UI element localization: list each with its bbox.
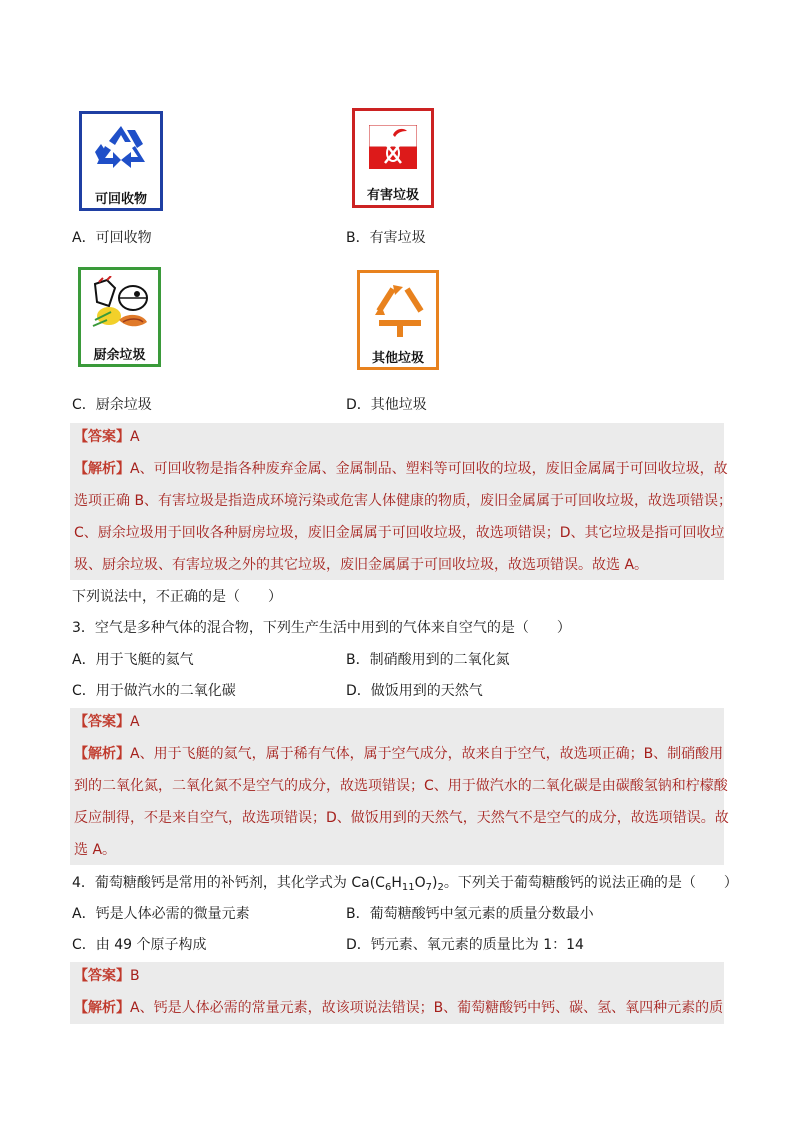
formula-part: O: [414, 875, 426, 891]
q3-option-a: A．用于飞艇的氦气: [72, 652, 194, 668]
answer-value: B: [130, 968, 140, 984]
q3-option-b: B．制硝酸用到的二氧化氮: [346, 652, 510, 668]
q2-analysis-line-3: C、厨余垃圾用于回收各种厨房垃圾，废旧金属属于可回收垃圾，故选项错误；D、其它垃圾是指可回收垃: [74, 525, 725, 541]
q2-option-b: B．有害垃圾: [346, 230, 426, 246]
hazardous-sign: [352, 108, 434, 208]
kitchen-sign: [78, 267, 161, 367]
kitchen-label: 厨余垃圾: [93, 348, 146, 363]
q4-analysis-line-1: [74, 998, 723, 1018]
q3-option-d: D．做饭用到的天然气: [346, 683, 483, 699]
answer-value: A: [130, 714, 140, 730]
analysis-text: A、钙是人体必需的常量元素，故该项说法错误；B、葡萄糖酸钙中钙、碳、氢、氧四种元素的质: [130, 1000, 724, 1016]
subscript: 6: [384, 882, 392, 893]
subscript: 11: [401, 882, 415, 893]
other-waste-icon: [373, 283, 427, 339]
stem-text: 4．葡萄糖酸钙是常用的补钙剂，其化学式为 Ca(C: [72, 875, 385, 891]
answer-tag: 【答案】: [74, 968, 130, 984]
food-waste-icon: [89, 276, 153, 336]
q3-answer: [74, 712, 140, 732]
q2-answer: [74, 427, 140, 447]
q3-analysis-line-2: 到的二氧化氮，二氧化氮不是空气的成分，故选项错误；C、用于做汽水的二氧化碳是由碳酸氢钠和柠檬酸: [74, 778, 728, 794]
answer-value: A: [130, 429, 140, 445]
hazardous-label: 有害垃圾: [366, 188, 419, 203]
answer-tag: 【答案】: [74, 429, 130, 445]
q4-option-c: C．由 49 个原子构成: [72, 937, 207, 953]
other-label: 其他垃圾: [371, 351, 424, 366]
q3-analysis-line-4: 选 A。: [74, 842, 117, 858]
recyclable-sign: [79, 111, 163, 211]
analysis-tag: 【解析】: [74, 746, 130, 762]
formula-part: H: [391, 875, 402, 891]
q3-analysis-line-3: 反应制得，不是来自空气，故选项错误；D、做饭用到的天然气，天然气不是空气的成分，故选项错误。故: [74, 810, 729, 826]
recycle-icon: [91, 122, 151, 176]
subscript: 7: [425, 882, 432, 893]
q2-option-c: C．厨余垃圾: [72, 397, 152, 413]
q3-analysis-line-1: [74, 744, 723, 764]
q2-option-d: D．其他垃圾: [346, 397, 427, 413]
q2-option-a: A．可回收物: [72, 230, 152, 246]
stem-text: 。下列关于葡萄糖酸钙的说法正确的是（ ）: [443, 875, 738, 891]
q4-option-b: B．葡萄糖酸钙中氢元素的质量分数最小: [346, 906, 594, 922]
recyclable-label: 可回收物: [94, 192, 147, 207]
analysis-text: A、用于飞艇的氦气，属于稀有气体，属于空气成分，故来自于空气，故选项正确；B、制硝酸用: [130, 746, 724, 762]
analysis-tag: 【解析】: [74, 461, 130, 477]
other-sign: [357, 270, 439, 370]
subscript: 2: [437, 882, 444, 893]
q3-option-c: C．用于做汽水的二氧化碳: [72, 683, 236, 699]
q2-analysis-line-2: 选项正确 B、有害垃圾是指造成环境污染或危害人体健康的物质，废旧金属属于可回收垃圾，故选项错误；: [74, 493, 733, 509]
intro-line: 下列说法中，不正确的是（ ）: [72, 589, 282, 605]
hazardous-icon: [369, 125, 417, 169]
q4-option-a: A．钙是人体必需的微量元素: [72, 906, 250, 922]
q4-stem: [72, 873, 738, 898]
analysis-tag: 【解析】: [74, 1000, 130, 1016]
q3-stem: 3．空气是多种气体的混合物，下列生产生活中用到的气体来自空气的是（ ）: [72, 620, 571, 636]
formula-part: ): [432, 875, 438, 891]
analysis-text: A、可回收物是指各种废弃金属、金属制品、塑料等可回收的垃圾，废旧金属属于可回收垃圾，故: [130, 461, 728, 477]
q4-option-d: D．钙元素、氧元素的质量比为 1：14: [346, 937, 584, 953]
answer-tag: 【答案】: [74, 714, 130, 730]
q4-answer: [74, 966, 140, 986]
q2-analysis-line-4: 圾、厨余垃圾、有害垃圾之外的其它垃圾，废旧金属属于可回收垃圾，故选项错误。故选 A。: [74, 557, 649, 573]
q2-analysis-line-1: [74, 459, 728, 479]
